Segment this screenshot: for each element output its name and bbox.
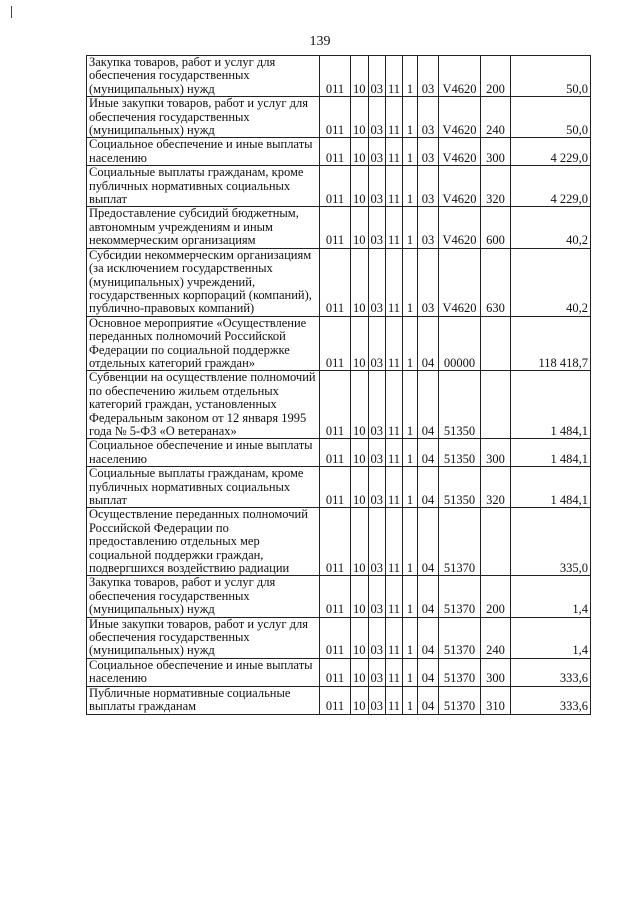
row-grbs-code: 011 <box>320 316 351 371</box>
table-row <box>87 97 591 138</box>
row-amount: 4 229,0 <box>511 166 591 207</box>
row-grbs-code: 011 <box>320 617 351 658</box>
row-grbs-code: 011 <box>320 508 351 576</box>
table-row <box>87 166 591 207</box>
row-section-code: 10 <box>351 439 369 467</box>
row-name: Иные закупки товаров, работ и услуг для обеспечения государственных (муниципальных) нужд <box>87 97 320 138</box>
row-direction-code: 51370 <box>439 508 481 576</box>
row-activity-code: 04 <box>418 508 439 576</box>
row-subprogram-code: 1 <box>403 617 418 658</box>
row-subprogram-code: 1 <box>403 316 418 371</box>
row-program-code: 11 <box>386 371 403 439</box>
row-subsection-code: 03 <box>368 508 386 576</box>
table-row <box>87 686 591 714</box>
row-direction-code: V4620 <box>439 138 481 166</box>
row-grbs-code: 011 <box>320 166 351 207</box>
row-amount: 40,2 <box>511 248 591 316</box>
row-amount: 335,0 <box>511 508 591 576</box>
row-program-code: 11 <box>386 658 403 686</box>
row-expense-type-code <box>481 316 511 371</box>
row-amount: 118 418,7 <box>511 316 591 371</box>
row-direction-code: 51370 <box>439 658 481 686</box>
row-amount: 1 484,1 <box>511 371 591 439</box>
row-subprogram-code: 1 <box>403 207 418 248</box>
row-subprogram-code: 1 <box>403 439 418 467</box>
table-row <box>87 56 591 97</box>
row-activity-code: 04 <box>418 617 439 658</box>
row-program-code: 11 <box>386 508 403 576</box>
row-direction-code: 51370 <box>439 617 481 658</box>
table-row <box>87 467 591 508</box>
row-name: Социальное обеспечение и иные выплаты населению <box>87 658 320 686</box>
row-section-code: 10 <box>351 166 369 207</box>
row-expense-type-code: 300 <box>481 658 511 686</box>
row-direction-code: 51370 <box>439 686 481 714</box>
row-activity-code: 03 <box>418 207 439 248</box>
row-subsection-code: 03 <box>368 166 386 207</box>
row-activity-code: 04 <box>418 658 439 686</box>
row-expense-type-code: 320 <box>481 467 511 508</box>
row-name: Социальное обеспечение и иные выплаты населению <box>87 439 320 467</box>
row-activity-code: 03 <box>418 56 439 97</box>
budget-table-body <box>87 56 591 715</box>
row-name: Закупка товаров, работ и услуг для обеспечения государственных (муниципальных) нужд <box>87 576 320 617</box>
row-expense-type-code: 240 <box>481 97 511 138</box>
table-row <box>87 439 591 467</box>
row-program-code: 11 <box>386 248 403 316</box>
row-subsection-code: 03 <box>368 439 386 467</box>
row-section-code: 10 <box>351 207 369 248</box>
row-grbs-code: 011 <box>320 467 351 508</box>
row-amount: 40,2 <box>511 207 591 248</box>
row-grbs-code: 011 <box>320 248 351 316</box>
row-section-code: 10 <box>351 658 369 686</box>
row-section-code: 10 <box>351 467 369 508</box>
row-direction-code: 51350 <box>439 439 481 467</box>
row-subprogram-code: 1 <box>403 686 418 714</box>
row-grbs-code: 011 <box>320 138 351 166</box>
row-expense-type-code: 300 <box>481 439 511 467</box>
row-activity-code: 04 <box>418 576 439 617</box>
row-section-code: 10 <box>351 508 369 576</box>
row-direction-code: 51350 <box>439 467 481 508</box>
row-amount: 50,0 <box>511 56 591 97</box>
row-expense-type-code: 600 <box>481 207 511 248</box>
row-activity-code: 03 <box>418 248 439 316</box>
row-name: Субсидии некоммерческим организациям (за исключением государственных (муниципальных) учреждений, государственных корпораций (компаний), публично-правовых компаний) <box>87 248 320 316</box>
row-grbs-code: 011 <box>320 56 351 97</box>
row-expense-type-code: 630 <box>481 248 511 316</box>
row-subsection-code: 03 <box>368 97 386 138</box>
row-program-code: 11 <box>386 467 403 508</box>
row-program-code: 11 <box>386 576 403 617</box>
row-section-code: 10 <box>351 138 369 166</box>
table-row <box>87 576 591 617</box>
row-subsection-code: 03 <box>368 658 386 686</box>
row-direction-code: V4620 <box>439 97 481 138</box>
row-expense-type-code: 200 <box>481 56 511 97</box>
row-expense-type-code: 320 <box>481 166 511 207</box>
row-program-code: 11 <box>386 617 403 658</box>
row-program-code: 11 <box>386 56 403 97</box>
row-amount: 333,6 <box>511 658 591 686</box>
table-row <box>87 658 591 686</box>
row-name: Иные закупки товаров, работ и услуг для обеспечения государственных (муниципальных) нужд <box>87 617 320 658</box>
row-name: Осуществление переданных полномочий Российской Федерации по предоставлению отдельных мер социальной поддержки граждан, подвергшихся воздействию радиации <box>87 508 320 576</box>
row-subprogram-code: 1 <box>403 467 418 508</box>
row-grbs-code: 011 <box>320 658 351 686</box>
row-subprogram-code: 1 <box>403 138 418 166</box>
row-name: Публичные нормативные социальные выплаты гражданам <box>87 686 320 714</box>
row-subsection-code: 03 <box>368 316 386 371</box>
table-row <box>87 508 591 576</box>
budget-table <box>86 55 591 715</box>
row-grbs-code: 011 <box>320 207 351 248</box>
row-section-code: 10 <box>351 316 369 371</box>
row-expense-type-code: 240 <box>481 617 511 658</box>
table-row <box>87 316 591 371</box>
row-name: Социальное обеспечение и иные выплаты населению <box>87 138 320 166</box>
row-program-code: 11 <box>386 316 403 371</box>
row-section-code: 10 <box>351 371 369 439</box>
row-activity-code: 03 <box>418 138 439 166</box>
row-name: Субвенции на осуществление полномочий по обеспечению жильем отдельных категорий граждан, установленных Федеральным законом от 12 января 1995 года № 5-ФЗ «О ветеранах» <box>87 371 320 439</box>
row-activity-code: 04 <box>418 316 439 371</box>
row-activity-code: 04 <box>418 467 439 508</box>
row-activity-code: 04 <box>418 371 439 439</box>
row-subprogram-code: 1 <box>403 371 418 439</box>
row-section-code: 10 <box>351 686 369 714</box>
row-grbs-code: 011 <box>320 371 351 439</box>
row-program-code: 11 <box>386 686 403 714</box>
row-subprogram-code: 1 <box>403 166 418 207</box>
row-direction-code: V4620 <box>439 56 481 97</box>
row-subprogram-code: 1 <box>403 248 418 316</box>
row-direction-code: 00000 <box>439 316 481 371</box>
row-expense-type-code: 300 <box>481 138 511 166</box>
row-amount: 50,0 <box>511 97 591 138</box>
page-number: 139 <box>309 34 331 49</box>
row-activity-code: 03 <box>418 97 439 138</box>
row-name: Основное мероприятие «Осуществление переданных полномочий Российской Федерации по социальной поддержке отдельных категорий граждан» <box>87 316 320 371</box>
row-grbs-code: 011 <box>320 97 351 138</box>
row-program-code: 11 <box>386 138 403 166</box>
row-amount: 1 484,1 <box>511 439 591 467</box>
table-row <box>87 371 591 439</box>
row-subsection-code: 03 <box>368 207 386 248</box>
row-direction-code: V4620 <box>439 248 481 316</box>
row-subprogram-code: 1 <box>403 658 418 686</box>
row-program-code: 11 <box>386 166 403 207</box>
row-program-code: 11 <box>386 97 403 138</box>
row-name: Социальные выплаты гражданам, кроме публичных нормативных социальных выплат <box>87 467 320 508</box>
row-name: Предоставление субсидий бюджетным, автономным учреждениям и иным некоммерческим организациям <box>87 207 320 248</box>
row-grbs-code: 011 <box>320 576 351 617</box>
row-section-code: 10 <box>351 97 369 138</box>
table-row <box>87 138 591 166</box>
row-section-code: 10 <box>351 576 369 617</box>
row-activity-code: 04 <box>418 686 439 714</box>
row-subsection-code: 03 <box>368 576 386 617</box>
row-subsection-code: 03 <box>368 617 386 658</box>
row-program-code: 11 <box>386 439 403 467</box>
row-expense-type-code <box>481 371 511 439</box>
row-subprogram-code: 1 <box>403 56 418 97</box>
row-subsection-code: 03 <box>368 56 386 97</box>
row-name: Социальные выплаты гражданам, кроме публичных нормативных социальных выплат <box>87 166 320 207</box>
table-row <box>87 617 591 658</box>
scan-edge-mark <box>11 6 12 18</box>
row-direction-code: 51370 <box>439 576 481 617</box>
row-subsection-code: 03 <box>368 686 386 714</box>
row-name: Закупка товаров, работ и услуг для обеспечения государственных (муниципальных) нужд <box>87 56 320 97</box>
row-program-code: 11 <box>386 207 403 248</box>
row-amount: 1,4 <box>511 617 591 658</box>
row-amount: 1,4 <box>511 576 591 617</box>
row-section-code: 10 <box>351 56 369 97</box>
row-expense-type-code: 200 <box>481 576 511 617</box>
row-section-code: 10 <box>351 248 369 316</box>
row-activity-code: 03 <box>418 166 439 207</box>
row-subprogram-code: 1 <box>403 508 418 576</box>
row-subprogram-code: 1 <box>403 97 418 138</box>
row-subprogram-code: 1 <box>403 576 418 617</box>
row-expense-type-code <box>481 508 511 576</box>
row-amount: 4 229,0 <box>511 138 591 166</box>
table-row <box>87 207 591 248</box>
row-subsection-code: 03 <box>368 467 386 508</box>
row-subsection-code: 03 <box>368 248 386 316</box>
row-direction-code: V4620 <box>439 166 481 207</box>
table-row <box>87 248 591 316</box>
row-grbs-code: 011 <box>320 439 351 467</box>
row-amount: 333,6 <box>511 686 591 714</box>
row-direction-code: 51350 <box>439 371 481 439</box>
row-subsection-code: 03 <box>368 371 386 439</box>
row-section-code: 10 <box>351 617 369 658</box>
row-amount: 1 484,1 <box>511 467 591 508</box>
row-expense-type-code: 310 <box>481 686 511 714</box>
row-activity-code: 04 <box>418 439 439 467</box>
row-direction-code: V4620 <box>439 207 481 248</box>
row-subsection-code: 03 <box>368 138 386 166</box>
row-grbs-code: 011 <box>320 686 351 714</box>
